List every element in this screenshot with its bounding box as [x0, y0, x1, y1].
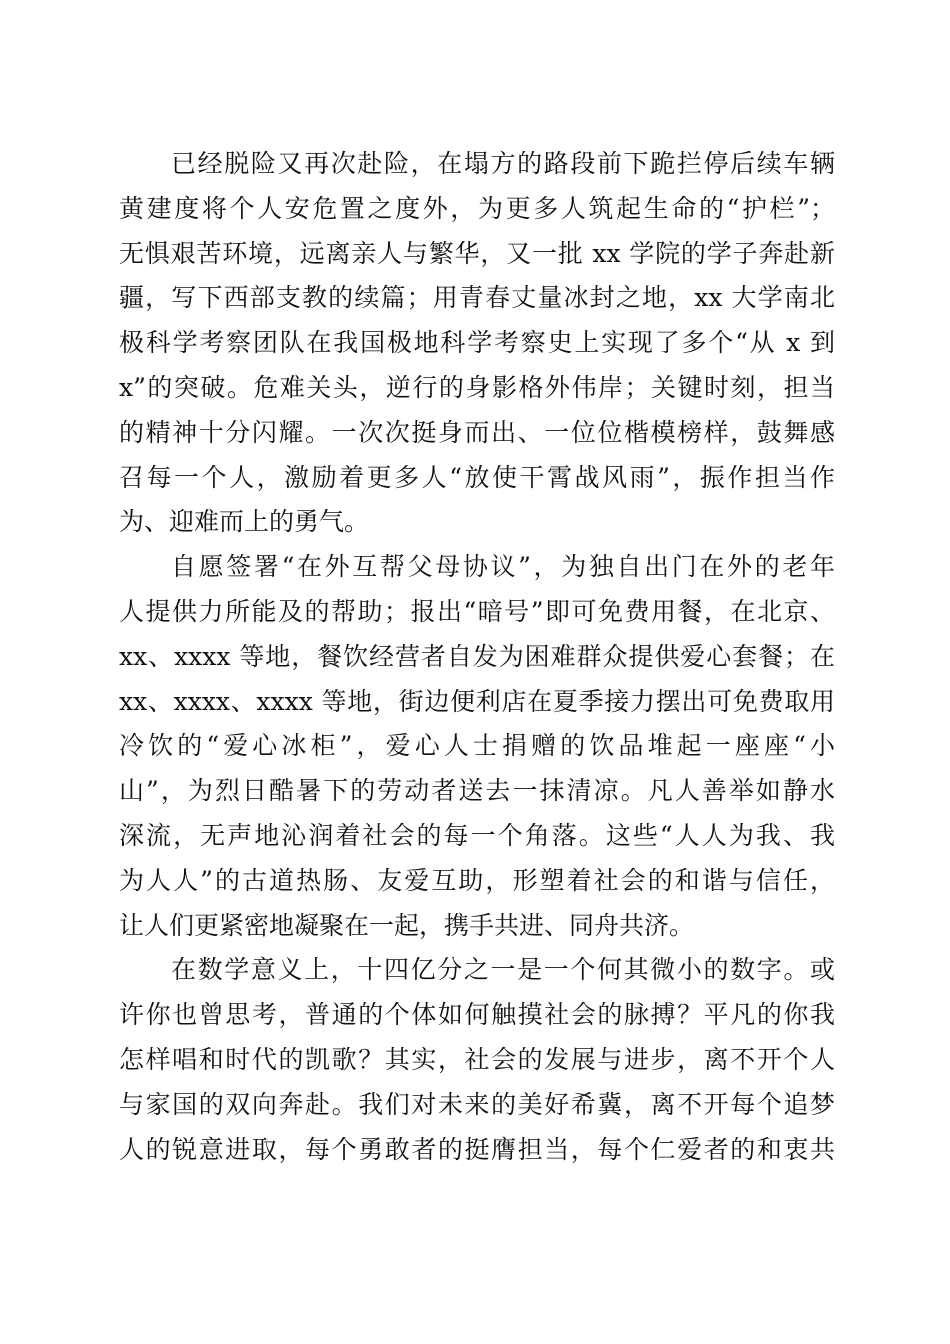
paragraph-2-line-4: xx、xxxx、xxxx 等地，街边便利店在夏季接力摆出可免费取用	[119, 686, 835, 716]
paragraph-1-line-8: 召每一个人，激励着更多人“放使干霄战风雨”，振作担当作	[119, 462, 835, 492]
paragraph-1-line-9: 为、迎难而上的勇气。	[119, 507, 370, 537]
paragraph-2-line-1: 自愿签署“在外互帮父母协议”，为独自出门在外的老年	[171, 552, 835, 582]
paragraph-3-line-2: 许你也曾思考，普通的个体如何触摸社会的脉搏？平凡的你我	[119, 1000, 835, 1030]
paragraph-2-line-5: 冷饮的“爱心冰柜”，爱心人士捐赠的饮品堆起一座座“小	[119, 731, 835, 761]
paragraph-2-line-3: xx、xxxx 等地，餐饮经营者自发为困难群众提供爱心套餐；在	[119, 641, 835, 671]
paragraph-2-line-8: 为人人”的古道热肠、友爱互助，形塑着社会的和谐与信任，	[119, 865, 835, 895]
paragraph-3-line-5: 人的锐意进取，每个勇敢者的挺膺担当，每个仁爱者的和衷共	[119, 1134, 835, 1164]
paragraph-2-line-7: 深流，无声地沁润着社会的每一个角落。这些“人人为我、我	[119, 820, 835, 850]
paragraph-2-line-6: 山”，为烈日酷暑下的劳动者送去一抹清凉。凡人善举如静水	[119, 776, 835, 806]
body-text	[119, 142, 835, 1172]
paragraph-1-line-4: 疆，写下西部支教的续篇；用青春丈量冰封之地，xx 大学南北	[119, 283, 835, 313]
paragraph-2-line-2: 人提供力所能及的帮助；报出“暗号”即可免费用餐，在北京、	[119, 596, 835, 626]
paragraph-2-line-9: 让人们更紧密地凝聚在一起，携手共进、同舟共济。	[119, 910, 695, 940]
paragraph-3-line-4: 与家国的双向奔赴。我们对未来的美好希冀，离不开每个追梦	[119, 1089, 835, 1119]
paragraph-1-line-2: 黄建度将个人安危置之度外，为更多人筑起生命的“护栏”；	[119, 193, 835, 223]
paragraph-3-line-3: 怎样唱和时代的凯歌？其实，社会的发展与进步，离不开个人	[119, 1044, 835, 1074]
paragraph-1-line-7: 的精神十分闪耀。一次次挺身而出、一位位楷模榜样，鼓舞感	[119, 417, 835, 447]
paragraph-1-line-3: 无惧艰苦环境，远离亲人与繁华，又一批 xx 学院的学子奔赴新	[119, 238, 835, 268]
paragraph-3-line-1: 在数学意义上，十四亿分之一是一个何其微小的数字。或	[171, 955, 835, 985]
paragraph-1-line-1: 已经脱险又再次赴险，在塌方的路段前下跪拦停后续车辆	[171, 149, 835, 178]
paragraph-1-line-6: x”的突破。危难关头，逆行的身影格外伟岸；关键时刻，担当	[119, 372, 835, 402]
paragraph-1-line-5: 极科学考察团队在我国极地科学考察史上实现了多个“从 x 到	[119, 328, 835, 358]
